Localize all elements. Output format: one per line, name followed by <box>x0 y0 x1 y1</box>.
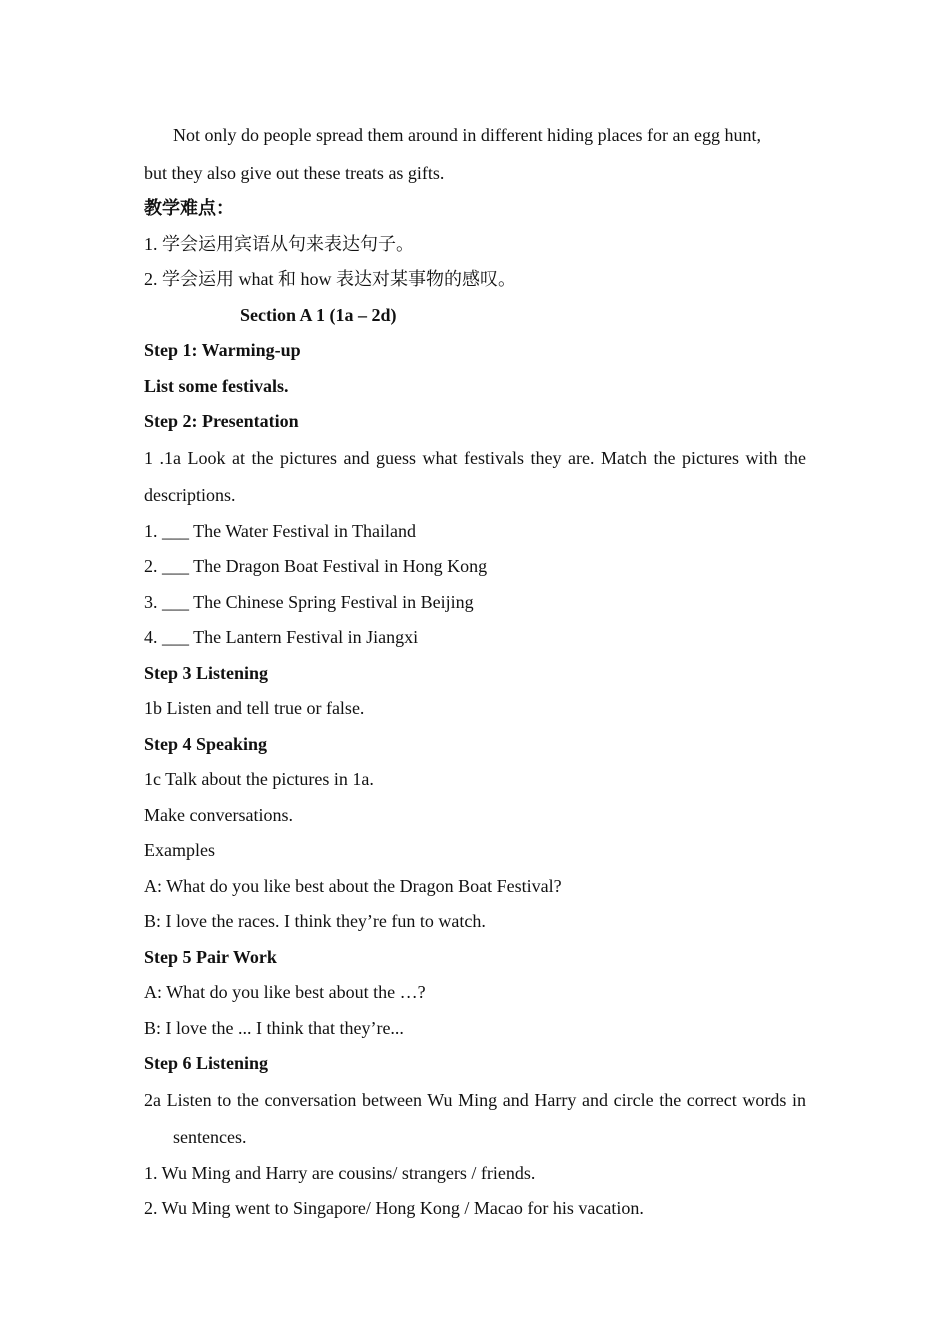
example-line-b: B: I love the races. I think they’re fun to watch. <box>144 911 486 931</box>
match-item-1: 1. ___ The Water Festival in Thailand <box>144 520 417 541</box>
pair-line-b: B: I love the ... I think that they’re... <box>144 1017 404 1038</box>
step-3-heading: Step 3 Listening <box>144 662 269 683</box>
difficulty-heading: 教学难点： <box>144 198 234 218</box>
step-6-heading: Step 6 Listening <box>144 1053 269 1073</box>
pair-line-a: A: What do you like best about the …? <box>144 982 426 1002</box>
match-item-4: 4. ___ The Lantern Festival in Jiangxi <box>144 627 419 647</box>
step-4-task-2: Make conversations. <box>144 804 293 825</box>
example-line-a: A: What do you like best about the Dragon Boat Festival? <box>144 875 562 896</box>
step-1-task: List some festivals. <box>144 375 289 396</box>
match-item-2: 2. ___ The Dragon Boat Festival in Hong Kong <box>144 556 488 576</box>
step-4-heading: Step 4 Speaking <box>144 733 268 754</box>
step-1-heading: Step 1: Warming-up <box>144 340 301 360</box>
intro-line-1: Not only do people spread them around in different hiding places for an egg hunt, <box>173 125 762 145</box>
step-2-instruction: 1 .1a Look at the pictures and guess what festivals they are. Match the pictures with the descriptions. <box>144 447 806 505</box>
step-3-task: 1b Listen and tell true or false. <box>144 698 365 718</box>
step-2-heading: Step 2: Presentation <box>144 411 299 431</box>
difficulty-item-2: 2. 学会运用 what 和 how 表达对某事物的感叹。 <box>144 269 516 289</box>
document-page <box>144 118 806 1227</box>
match-item-3: 3. ___ The Chinese Spring Festival in Beijing <box>144 591 474 612</box>
step-6-instruction <box>144 1082 806 1156</box>
section-title: Section A 1 (1a – 2d) <box>240 304 397 325</box>
step-6-instruction-text: 2a Listen to the conversation between Wu Ming and Harry and circle the correct words in sentences. <box>144 1089 806 1147</box>
difficulty-item-1: 1. 学会运用宾语从句来表达句子。 <box>144 233 414 254</box>
intro-line-2: but they also give out these treats as gifts. <box>144 162 445 183</box>
question-2: 2. Wu Ming went to Singapore/ Hong Kong / Macao for his vacation. <box>144 1198 644 1218</box>
step-4-task: 1c Talk about the pictures in 1a. <box>144 769 374 789</box>
examples-label: Examples <box>144 840 215 860</box>
step-5-heading: Step 5 Pair Work <box>144 946 277 967</box>
question-1: 1. Wu Ming and Harry are cousins/ strangers / friends. <box>144 1162 536 1183</box>
